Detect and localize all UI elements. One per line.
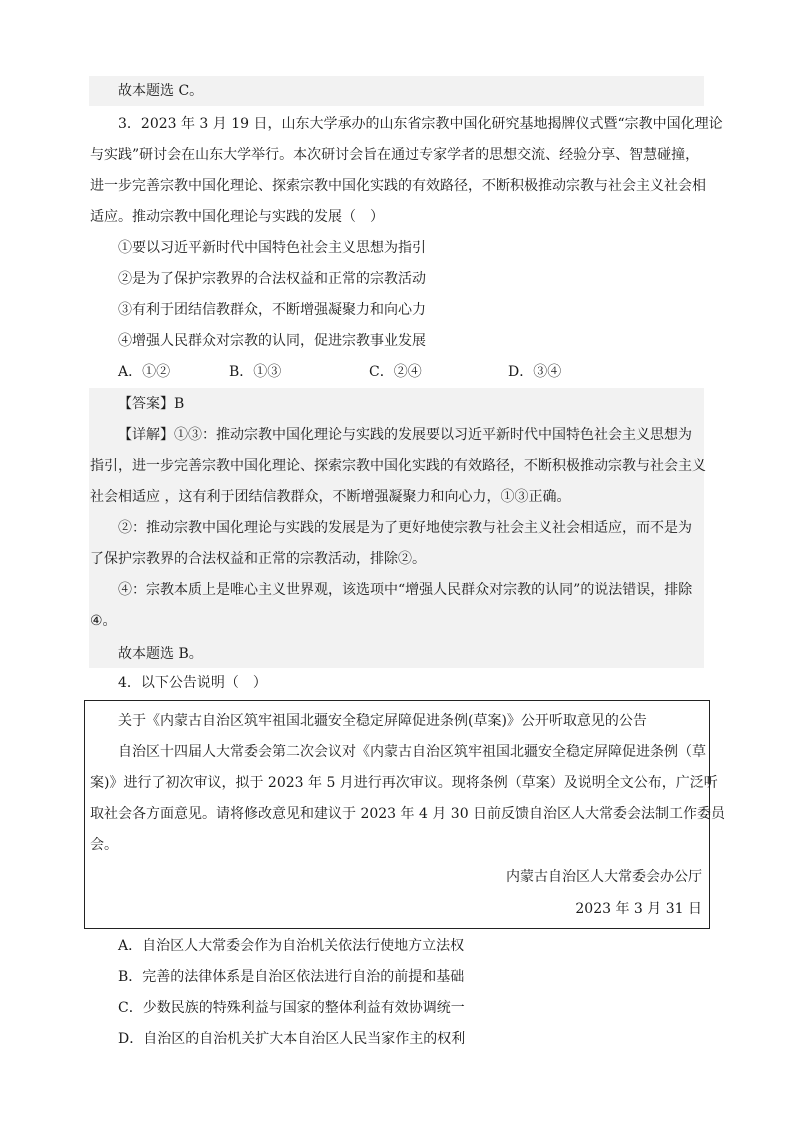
q4-option-c: C．少数民族的特殊利益与国家的整体利益有效协调统一 — [118, 1000, 465, 1016]
q4-option-d: D．自治区的自治机关扩大本自治区人民当家作主的权利 — [118, 1031, 466, 1047]
q3-stem-line: 与实践”研讨会在山东大学举行。本次研讨会旨在通过专家学者的思想交流、经验分享、智慧碰撞， — [90, 147, 700, 163]
q3-option-b: B．①③ — [229, 364, 282, 380]
notice-title: 关于《内蒙古自治区筑牢祖国北疆安全稳定屏障促进条例(草案)》公开听取意见的公告 — [118, 713, 647, 729]
q3-stem-line: 3．2023 年 3 月 19 日，山东大学承办的山东省宗教中国化研究基地揭牌仪式暨“宗教中国化理论 — [118, 116, 723, 132]
notice-issuer: 内蒙古自治区人大常委会办公厅 — [506, 869, 702, 885]
q4-option-a: A．自治区人大常委会作为自治机关依法行使地方立法权 — [118, 938, 465, 954]
analysis-line: ④。 — [90, 613, 117, 629]
notice-body-line: 取社会各方面意见。请将修改意见和建议于 2023 年 4 月 30 日前反馈自治区人大常委会法制工作委员 — [90, 806, 726, 822]
notice-body-line: 自治区十四届人大常委会第二次会议对《内蒙古自治区筑牢祖国北疆安全稳定屏障促进条例（草 — [118, 744, 706, 760]
q4-option-b: B．完善的法律体系是自治区依法进行自治的前提和基础 — [118, 969, 465, 985]
q3-statement: ③有利于团结信教群众，不断增强凝聚力和向心力 — [118, 302, 426, 318]
q3-stem-line: 进一步完善宗教中国化理论、探索宗教中国化实践的有效路径，不断积极推动宗教与社会主义社会相 — [90, 178, 706, 194]
prev-conclusion: 故本题选 C。 — [118, 83, 204, 99]
q3-statement: ①要以习近平新时代中国特色社会主义思想为指引 — [118, 240, 426, 256]
q3-statement: ②是为了保护宗教界的合法权益和正常的宗教活动 — [118, 271, 426, 287]
notice-body-line: 案)》进行了初次审议，拟于 2023 年 5 月进行再次审议。现将条例（草案）及说明全文公布，广泛听 — [90, 775, 718, 791]
analysis-line: ④：宗教本质上是唯心主义世界观，该选项中“增强人民群众对宗教的认同”的说法错误，排除 — [118, 582, 693, 598]
analysis-line: 指引，进一步完善宗教中国化理论、探索宗教中国化实践的有效路径，不断积极推动宗教与社会主义 — [90, 458, 706, 474]
analysis-conclusion: 故本题选 B。 — [118, 646, 203, 662]
answer-label: 【答案】B — [118, 396, 185, 412]
q3-option-d: D．③④ — [508, 364, 562, 380]
notice-body-line: 会。 — [90, 837, 118, 853]
notice-date: 2023 年 3 月 31 日 — [575, 901, 702, 917]
q3-option-c: C．②④ — [369, 364, 422, 380]
q3-statement: ④增强人民群众对宗教的认同，促进宗教事业发展 — [118, 333, 426, 349]
analysis-line: ②：推动宗教中国化理论与实践的发展是为了更好地使宗教与社会主义社会相适应，而不是为 — [118, 520, 692, 536]
analysis-line: 了保护宗教界的合法权益和正常的宗教活动，排除②。 — [90, 551, 426, 567]
q3-option-a: A．①② — [118, 364, 171, 380]
q3-stem-line: 适应。推动宗教中国化理论与实践的发展（ ） — [90, 209, 384, 225]
analysis-line: 【详解】①③：推动宗教中国化理论与实践的发展要以习近平新时代中国特色社会主义思想为 — [118, 427, 692, 443]
analysis-line: 社会相适应 ，这有利于团结信教群众，不断增强凝聚力和向心力，①③正确。 — [90, 489, 571, 505]
q4-stem: 4．以下公告说明（ ） — [118, 675, 267, 691]
